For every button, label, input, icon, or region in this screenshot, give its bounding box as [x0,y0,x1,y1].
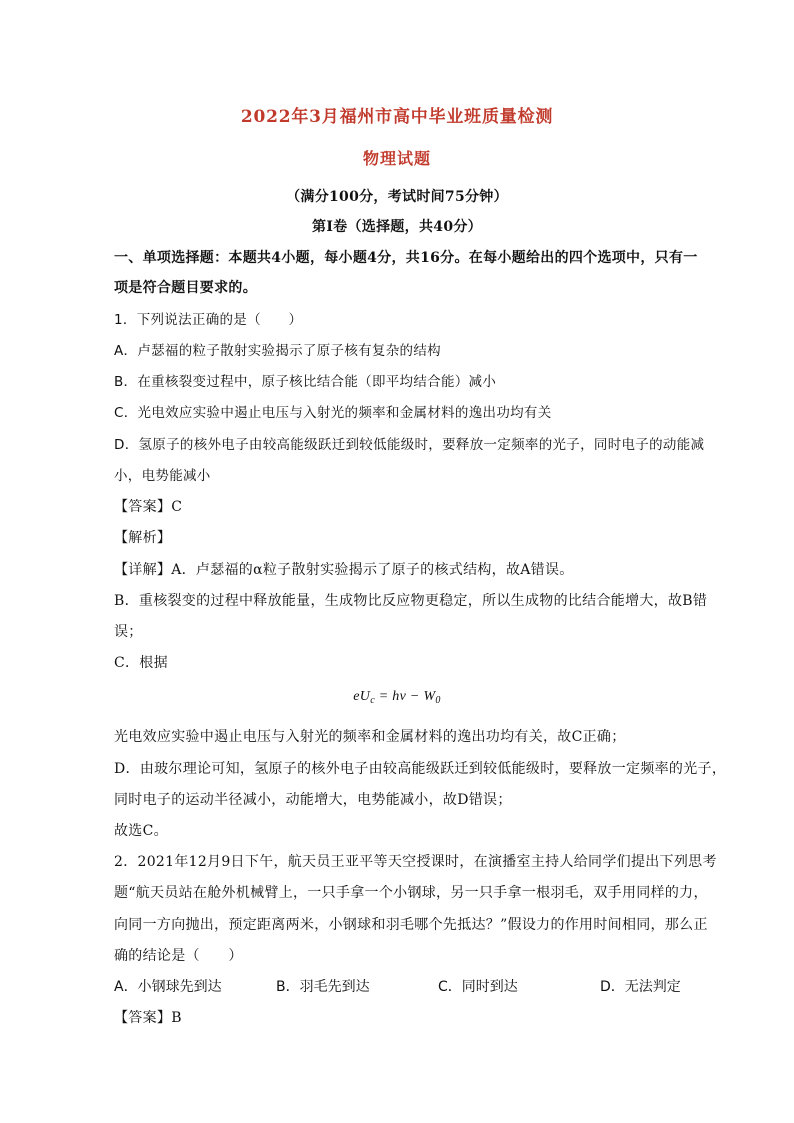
question-2-stem-line-2: 题“航天员站在舱外机械臂上，一只手拿一个小钢球，另一只手拿一根羽毛，双手用同样的力， [114,885,708,901]
question-2-answer: 【答案】B [114,1010,182,1026]
question-2-stem-line-4: 确的结论是（ ） [114,948,243,964]
formula-rhs-subscript: 0 [435,695,441,706]
section-instruction-line-1: 一、单项选择题：本题共4小题，每小题4分，共16分。在每小题给出的四个选项中，只有一 [114,250,698,266]
question-1-detail-line-8: 故选C。 [114,823,168,839]
question-2-option-b: B．羽毛先到达 [276,979,370,995]
question-1-detail-line-6: D．由玻尔理论可知，氢原子的核外电子由较高能级跃迁到较低能级时，要释放一定频率的光子， [114,761,727,777]
question-1-detail-line-7: 同时电子的运动半径减小，动能增大，电势能减小，故D错误； [114,792,512,808]
question-1-detail-line-2: B．重核裂变的过程中释放能量，生成物比反应物更稳定，所以生成物的比结合能增大，故B错 [114,593,708,609]
question-1-detail-line-3: 误； [114,624,143,640]
question-2-stem-line-3: 向同一方向抛出，预定距离两米，小钢球和羽毛哪个先抵达？”假设力的作用时间相同，那么正 [114,917,708,933]
photoelectric-formula [0,688,794,710]
question-1-option-a: A．卢瑟福的粒子散射实验揭示了原子核有复杂的结构 [114,343,441,359]
question-2-option-c: C．同时到达 [438,979,518,995]
question-2-option-d: D．无法判定 [600,979,681,995]
question-1-stem: 1．下列说法正确的是（ ） [114,312,303,328]
formula-lhs: eU [353,689,371,704]
question-1-analysis-label: 【解析】 [114,530,172,546]
exam-info: （满分100分，考试时间75分钟） [286,189,508,205]
formula-lhs-subscript: c [370,695,375,706]
question-1-option-d: D．氢原子的核外电子由较高能级跃迁到较低能级时，要释放一定频率的光子，同时电子的动能减 [114,437,705,453]
section-instruction-line-2: 项是符合题目要求的。 [114,280,257,296]
question-2-stem-line-1: 2．2021年12月9日下午，航天员王亚平等天空授课时，在演播室主持人给同学们提出下列思考 [114,854,717,870]
question-1-detail-line-4: C．根据 [114,655,168,671]
document-title: 2022年3月福州市高中毕业班质量检测 [240,107,554,127]
question-1-option-c: C．光电效应实验中遏止电压与入射光的频率和金属材料的逸出功均有关 [114,405,552,421]
question-1-detail-line-1: 【详解】A．卢瑟福的α粒子散射实验揭示了原子的核式结构，故A错误。 [114,562,574,578]
question-2-option-a: A．小钢球先到达 [114,979,222,995]
question-1-option-b: B．在重核裂变过程中，原子核比结合能（即平均结合能）减小 [114,374,497,390]
formula-rhs: = hν − W [374,689,436,704]
document-subtitle: 物理试题 [362,149,431,168]
part-heading: 第Ⅰ卷（选择题，共40分） [312,219,482,235]
question-1-option-d-cont: 小，电势能减小 [114,468,211,484]
question-1-detail-line-5: 光电效应实验中遏止电压与入射光的频率和金属材料的逸出功均有关，故C正确； [114,729,626,745]
question-1-answer: 【答案】C [114,499,183,515]
